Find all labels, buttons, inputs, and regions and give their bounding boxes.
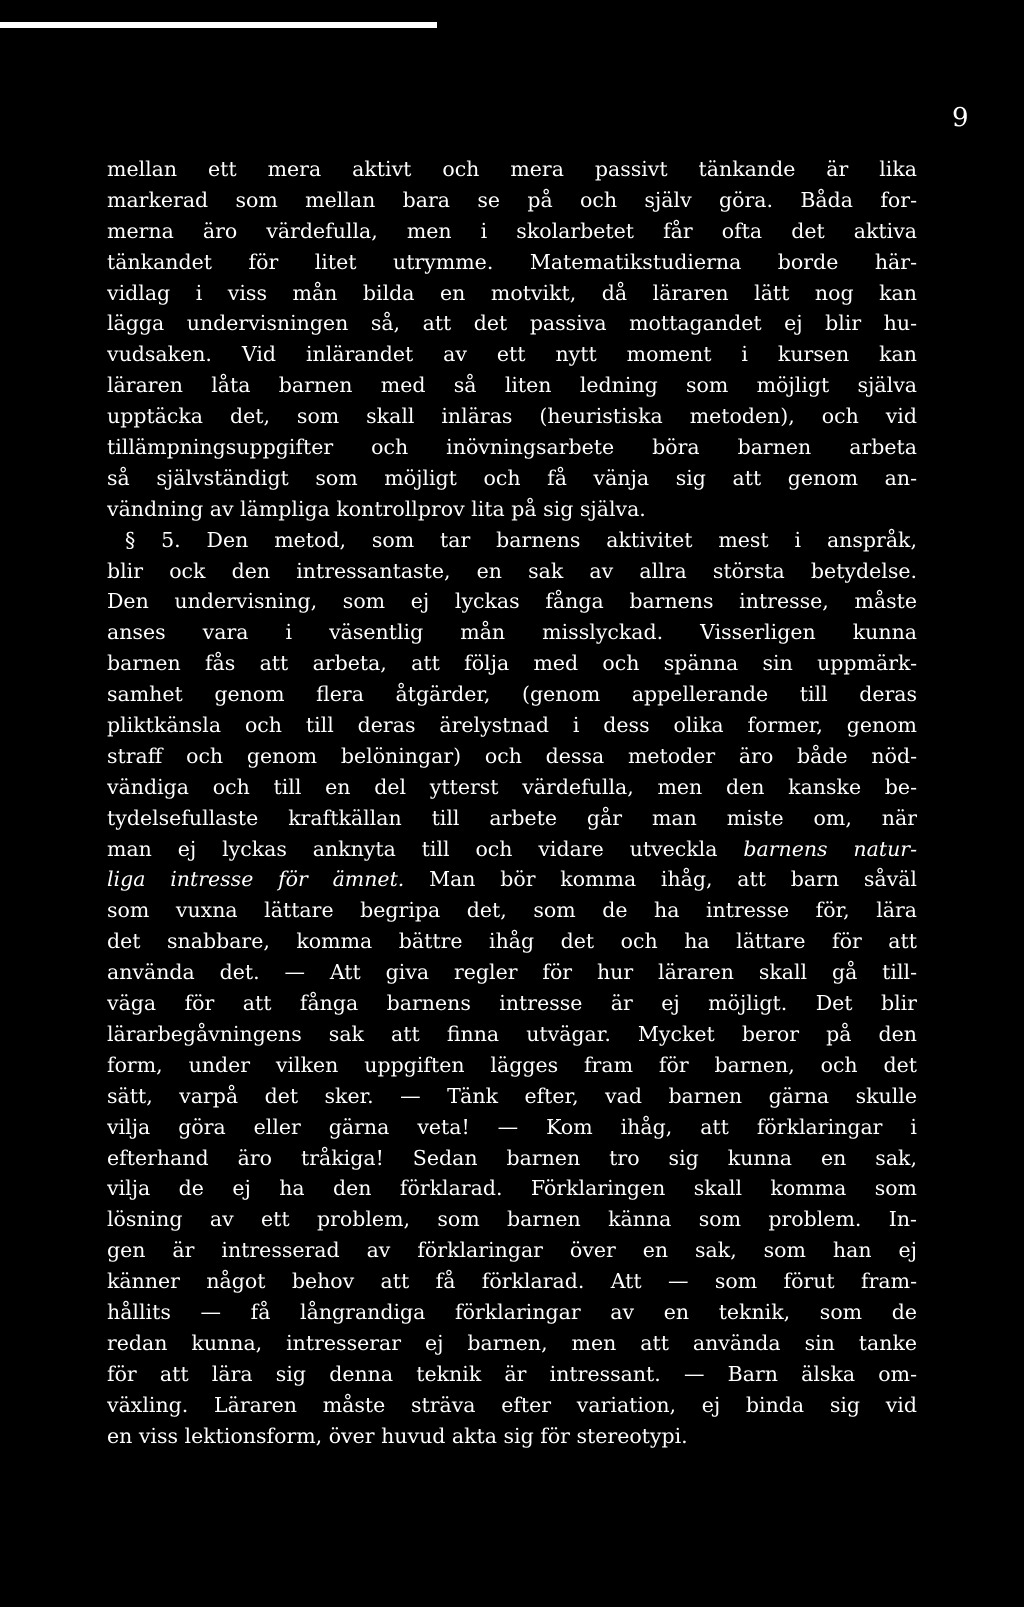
line-text: straff och genom belöningar) och dessa metoder äro både nöd-: [107, 743, 917, 768]
text-line: [107, 648, 917, 679]
text-line: [107, 216, 917, 247]
text-line: [107, 926, 917, 957]
line-text: det snabbare, komma bättre ihåg det och ha lättare för att: [107, 929, 917, 954]
text-line: [107, 1266, 917, 1297]
line-text: tydelsefullaste kraftkällan till arbete går man miste om, när: [107, 805, 917, 830]
line-text: pliktkänsla och till deras ärelystnad i dess olika former, genom: [107, 713, 917, 738]
line-text: man ej lyckas anknyta till och vidare utveckla: [107, 836, 718, 861]
text-line: [107, 1204, 917, 1235]
text-line: [107, 1081, 917, 1112]
line-text: lärarbegåvningens sak att finna utvägar. Mycket beror på den: [107, 1021, 917, 1046]
text-line: [107, 1019, 917, 1050]
text-line: [107, 679, 917, 710]
line-text: merna äro värdefulla, men i skolarbetet får ofta det aktiva: [107, 218, 917, 243]
top-rule: [0, 22, 437, 28]
line-text: lösning av ett problem, som barnen känna som problem. In-: [107, 1207, 917, 1232]
text-line: [107, 1359, 917, 1390]
text-line: [107, 494, 917, 525]
line-text: för att lära sig denna teknik är intressant. — Barn älska om-: [107, 1361, 917, 1386]
text-line: [107, 308, 917, 339]
text-line: [107, 1297, 917, 1328]
page-number: 9: [952, 103, 969, 133]
line-text: hållits — få långrandiga förklaringar av en teknik, som de: [107, 1299, 917, 1324]
line-text: gen är intresserad av förklaringar över en sak, som han ej: [107, 1238, 917, 1263]
text-line: [107, 1390, 917, 1421]
line-text: lägga undervisningen så, att det passiva mottagandet ej blir hu-: [107, 311, 917, 336]
line-text: efterhand äro tråkiga! Sedan barnen tro sig kunna en sak,: [107, 1145, 917, 1170]
line-text: växling. Läraren måste sträva efter variation, ej binda sig vid: [107, 1392, 917, 1417]
text-line: [107, 988, 917, 1019]
text-line: [107, 1112, 917, 1143]
line-text: så självständigt som möjligt och få vänja sig att genom an-: [107, 465, 917, 490]
text-line: [107, 895, 917, 926]
line-text: form, under vilken uppgiften lägges fram för barnen, och det: [107, 1052, 917, 1077]
body-text: [107, 154, 917, 1451]
line-text: vudsaken. Vid inlärandet av ett nytt moment i kursen kan: [107, 342, 917, 367]
line-text: vilja de ej ha den förklarad. Förklaringen skall komma som: [107, 1176, 917, 1201]
text-line: [107, 339, 917, 370]
line-text: tänkandet för litet utrymme. Matematikstudierna borde här-: [107, 249, 917, 274]
line-text: tillämpningsuppgifter och inövningsarbete böra barnen arbeta: [107, 435, 917, 460]
text-line: [107, 586, 917, 617]
line-text: Den undervisning, som ej lyckas fånga barnens intresse, måste: [107, 589, 917, 614]
line-text: barnen fås att arbeta, att följa med och spänna sin uppmärk-: [107, 651, 917, 676]
line-text: § 5. Den metod, som tar barnens aktivitet mest i anspråk,: [125, 527, 917, 552]
text-line: [107, 1421, 917, 1452]
text-line: [107, 154, 917, 185]
line-text: som vuxna lättare begripa det, som de ha intresse för, lära: [107, 898, 917, 923]
line-text: redan kunna, intresserar ej barnen, men att använda sin tanke: [107, 1330, 917, 1355]
line-text: sätt, varpå det sker. — Tänk efter, vad barnen gärna skulle: [107, 1083, 917, 1108]
text-line: [107, 864, 917, 895]
text-line: [107, 432, 917, 463]
text-line: [107, 1050, 917, 1081]
text-line: [107, 617, 917, 648]
line-text: väga för att fånga barnens intresse är ej möjligt. Det blir: [107, 991, 917, 1016]
line-text: blir ock den intressantaste, en sak av allra största betydelse.: [107, 558, 917, 583]
line-text: vidlag i viss mån bilda en motvikt, då läraren lätt nog kan: [107, 280, 917, 305]
text-line: [107, 370, 917, 401]
line-text: samhet genom flera åtgärder, (genom appellerande till deras: [107, 682, 917, 707]
text-line: [107, 401, 917, 432]
text-line: [107, 525, 917, 556]
text-line: [107, 556, 917, 587]
text-line: [107, 710, 917, 741]
text-line: [107, 803, 917, 834]
text-line: [107, 1328, 917, 1359]
text-line: [107, 1235, 917, 1266]
line-text: anses vara i väsentlig mån misslyckad. Visserligen kunna: [107, 620, 917, 645]
text-line: [107, 185, 917, 216]
line-text: mellan ett mera aktivt och mera passivt tänkande är lika: [107, 157, 917, 181]
text-line: [107, 1173, 917, 1204]
line-text: använda det. — Att giva regler för hur läraren skall gå till-: [107, 960, 917, 985]
text-line: [107, 463, 917, 494]
text-line: [107, 957, 917, 988]
line-text: markerad som mellan bara se på och själv göra. Båda for-: [107, 187, 917, 212]
line-text: vändning av lämpliga kontrollprov lita på sig själva.: [107, 496, 646, 521]
text-line: [107, 834, 917, 865]
line-text: vilja göra eller gärna veta! — Kom ihåg, att förklaringar i: [107, 1114, 917, 1139]
line-text: läraren låta barnen med så liten ledning som möjligt själva: [107, 373, 917, 398]
line-text: Man bör komma ihåg, att barn såväl: [429, 867, 917, 892]
text-line: [107, 772, 917, 803]
line-text: en viss lektionsform, över huvud akta sig för stereotypi.: [107, 1423, 688, 1448]
emphasized-text: liga intresse för ämnet.: [107, 867, 405, 892]
line-text: känner något behov att få förklarad. Att — som förut fram-: [107, 1269, 917, 1294]
text-line: [107, 1143, 917, 1174]
line-text: upptäcka det, som skall inläras (heuristiska metoden), och vid: [107, 404, 917, 429]
text-line: [107, 741, 917, 772]
text-line: [107, 247, 917, 278]
line-text: vändiga och till en del ytterst värdefulla, men den kanske be-: [107, 774, 917, 799]
emphasized-text: barnens natur-: [743, 836, 917, 861]
text-line: [107, 278, 917, 309]
